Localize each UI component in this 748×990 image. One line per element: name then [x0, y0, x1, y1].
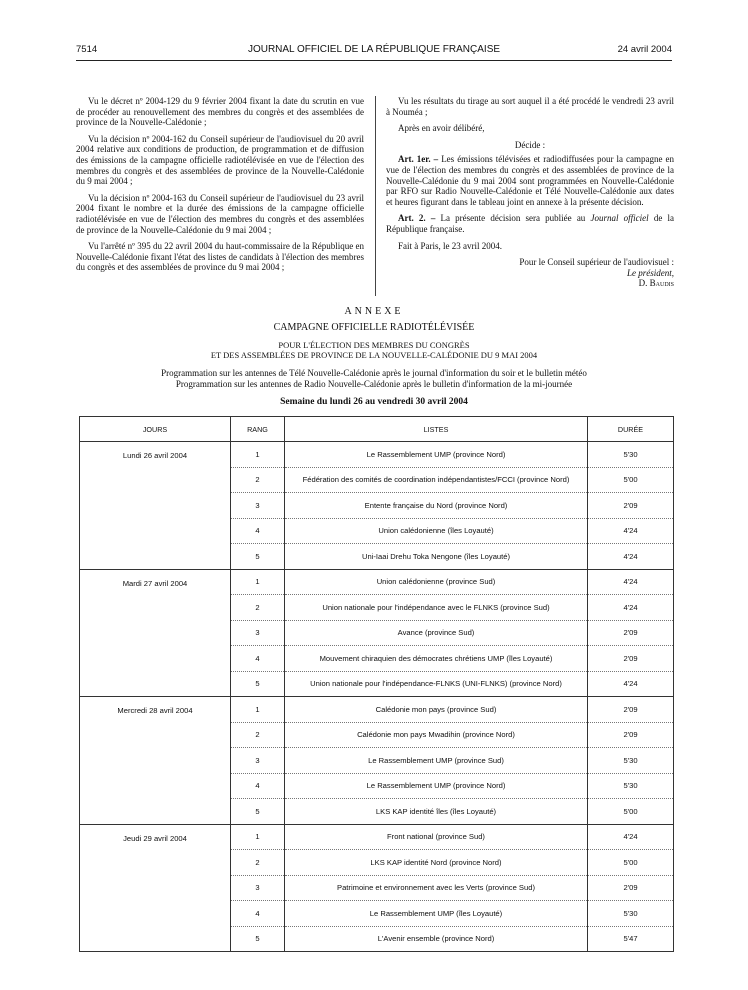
rank-cell: 5: [231, 544, 285, 570]
article-1: [386, 154, 674, 207]
table-row: [80, 442, 674, 468]
list-cell: Avance (province Sud): [285, 620, 588, 646]
list-cell: Mouvement chiraquien des démocrates chrétiens UMP (îles Loyauté): [285, 646, 588, 672]
duration-cell: 5'30: [588, 773, 674, 799]
article-2-text-a: La présente décision sera publiée au: [440, 213, 586, 224]
paragraph: Vu les résultats du tirage au sort auquel il a été procédé le vendredi 23 avril à Nouméa ;: [386, 96, 674, 117]
page-number: 7514: [76, 44, 98, 55]
list-cell: Fédération des comités de coordination indépendantistes/FCCI (province Nord): [285, 467, 588, 493]
column-divider: [375, 96, 376, 296]
annexe-title: ANNEXE: [344, 306, 404, 317]
list-cell: Le Rassemblement UMP (îles Loyauté): [285, 901, 588, 927]
article-1-label: Art. 1er. –: [398, 154, 439, 165]
rank-cell: 2: [231, 850, 285, 876]
list-cell: Entente française du Nord (province Nord): [285, 493, 588, 519]
rank-cell: 5: [231, 799, 285, 825]
rank-cell: 4: [231, 901, 285, 927]
rank-cell: 4: [231, 518, 285, 544]
list-cell: Union calédonienne (province Sud): [285, 569, 588, 595]
article-2-text-b: de la République française.: [386, 213, 674, 234]
list-cell: Le Rassemblement UMP (province Nord): [285, 442, 588, 468]
duration-cell: 2'09: [588, 722, 674, 748]
duration-cell: 4'24: [588, 569, 674, 595]
list-cell: Uni-Iaai Drehu Toka Nengone (îles Loyauté): [285, 544, 588, 570]
rank-cell: 5: [231, 926, 285, 952]
list-cell: Calédonie mon pays (province Sud): [285, 697, 588, 723]
rank-cell: 1: [231, 824, 285, 850]
duration-cell: 5'00: [588, 850, 674, 876]
header-listes: LISTES: [285, 417, 588, 442]
table-row: [80, 697, 674, 723]
rank-cell: 2: [231, 467, 285, 493]
duration-cell: 4'24: [588, 544, 674, 570]
rank-cell: 3: [231, 620, 285, 646]
signature-line-1: Pour le Conseil supérieur de l'audiovisuel :: [519, 257, 674, 268]
duration-cell: 5'47: [588, 926, 674, 952]
duration-cell: 5'30: [588, 748, 674, 774]
list-cell: LKS KAP identité îles (îles Loyauté): [285, 799, 588, 825]
list-cell: Union nationale pour l'indépendance avec le FLNKS (province Sud): [285, 595, 588, 621]
right-column: [386, 96, 674, 289]
list-cell: Le Rassemblement UMP (province Nord): [285, 773, 588, 799]
day-cell: Jeudi 29 avril 2004: [80, 824, 231, 952]
issue-date: 24 avril 2004: [617, 44, 672, 55]
duration-cell: 2'09: [588, 493, 674, 519]
duration-cell: 4'24: [588, 595, 674, 621]
table-row: [80, 569, 674, 595]
duration-cell: 5'00: [588, 799, 674, 825]
duration-cell: 2'09: [588, 697, 674, 723]
duration-cell: 2'09: [588, 646, 674, 672]
list-cell: Front national (province Sud): [285, 824, 588, 850]
day-cell: Lundi 26 avril 2004: [80, 442, 231, 570]
rank-cell: 4: [231, 773, 285, 799]
duration-cell: 4'24: [588, 518, 674, 544]
list-cell: Union nationale pour l'indépendance-FLNKS (UNI-FLNKS) (province Nord): [285, 671, 588, 697]
duration-cell: 5'30: [588, 901, 674, 927]
decide-line: Décide :: [514, 139, 546, 150]
week-heading: Semaine du lundi 26 au vendredi 30 avril 2004: [280, 397, 468, 407]
duration-cell: 2'09: [588, 875, 674, 901]
day-cell: Mercredi 28 avril 2004: [80, 697, 231, 825]
programmation-line-2: Programmation sur les antennes de Radio Nouvelle-Calédonie après le bulletin d'information de la mi-journée: [175, 379, 573, 389]
rank-cell: 3: [231, 493, 285, 519]
rank-cell: 2: [231, 722, 285, 748]
schedule-table: [79, 416, 674, 952]
day-cell: Mardi 27 avril 2004: [80, 569, 231, 697]
rank-cell: 1: [231, 569, 285, 595]
table-row: [80, 824, 674, 850]
table-body: [80, 442, 674, 952]
header-rule: [76, 60, 672, 61]
paragraph: Après en avoir délibéré,: [398, 123, 485, 134]
campagne-title: CAMPAGNE OFFICIELLE RADIOTÉLÉVISÉE: [273, 322, 475, 333]
article-2-label: Art. 2. –: [398, 213, 436, 224]
rank-cell: 5: [231, 671, 285, 697]
programmation-line-1: Programmation sur les antennes de Télé Nouvelle-Calédonie après le journal d'information du soir et le bulletin météo: [161, 368, 587, 378]
paragraph: Vu la décision nº 2004-162 du Conseil supérieur de l'audiovisuel du 20 avril 2004 relative aux conditions de production, de programmation et de diffusion des émissions de la campagne officielle radiotélévisée en vue de l'élection des membres du congrès et des assemblées de province de la Nouvelle-Calédonie du 9 mai 2004 ;: [76, 133, 364, 187]
duration-cell: 4'24: [588, 671, 674, 697]
signature-name: D. Baudis: [638, 278, 674, 289]
duration-cell: 2'09: [588, 620, 674, 646]
subtitle-line-2: ET DES ASSEMBLÉES DE PROVINCE DE LA NOUVELLE-CALÉDONIE DU 9 MAI 2004: [210, 350, 538, 360]
list-cell: L'Avenir ensemble (province Nord): [285, 926, 588, 952]
list-cell: Calédonie mon pays Mwadihin (province Nord): [285, 722, 588, 748]
duration-cell: 4'24: [588, 824, 674, 850]
list-cell: Patrimoine et environnement avec les Verts (province Sud): [285, 875, 588, 901]
rank-cell: 2: [231, 595, 285, 621]
duration-cell: 5'00: [588, 467, 674, 493]
header-jours: JOURS: [80, 417, 231, 442]
header-duree: DURÉE: [588, 417, 674, 442]
list-cell: Union calédonienne (îles Loyauté): [285, 518, 588, 544]
header-rang: RANG: [231, 417, 285, 442]
rank-cell: 1: [231, 442, 285, 468]
article-1-text: Les émissions télévisées et radiodiffusées pour la campagne en vue de l'élection des membres du congrès et des assemblées de province de la Nouvelle-Calédonie du 9 mai 2004 sont programmées en Nouvelle-Calédonie par RFO sur Radio Nouvelle-Calédonie et Télé Nouvelle-Calédonie aux dates et heures figurant dans le tableau joint en annexe à la présente décision.: [386, 154, 675, 207]
rank-cell: 1: [231, 697, 285, 723]
article-2: [386, 213, 674, 234]
table-header-row: [80, 417, 674, 442]
journal-title: JOURNAL OFFICIEL DE LA RÉPUBLIQUE FRANÇAISE: [247, 44, 501, 55]
left-column: [76, 96, 364, 279]
subtitle-line-1: POUR L'ÉLECTION DES MEMBRES DU CONGRÈS: [278, 340, 470, 350]
journal-officiel-italic: Journal officiel: [590, 213, 649, 224]
paragraph: Vu le décret nº 2004-129 du 9 février 2004 fixant la date du scrutin en vue de procéder au renouvellement des membres du congrès et des assemblées de province de la Nouvelle-Calédonie ;: [76, 96, 364, 128]
list-cell: LKS KAP identité Nord (province Nord): [285, 850, 588, 876]
rank-cell: 3: [231, 748, 285, 774]
list-cell: Le Rassemblement UMP (province Sud): [285, 748, 588, 774]
rank-cell: 4: [231, 646, 285, 672]
rank-cell: 3: [231, 875, 285, 901]
paragraph: Vu la décision nº 2004-163 du Conseil supérieur de l'audiovisuel du 23 avril 2004 fixant le nombre et la durée des émissions de la campagne officielle radiotélévisée en vue de l'élection des membres du congrès et des assemblées de province de la Nouvelle-Calédonie du 9 mai 2004 ;: [76, 192, 364, 235]
duration-cell: 5'30: [588, 442, 674, 468]
paragraph: Vu l'arrêté nº 395 du 22 avril 2004 du haut-commissaire de la République en Nouvelle-Calédonie fixant l'état des listes de candidats à l'élection des membres du congrès et des assemblées de province du 9 mai 2004 ;: [76, 241, 364, 273]
signature-line-2: Le président,: [627, 267, 674, 278]
page-header: [76, 44, 672, 60]
fait-line: Fait à Paris, le 23 avril 2004.: [398, 240, 502, 251]
